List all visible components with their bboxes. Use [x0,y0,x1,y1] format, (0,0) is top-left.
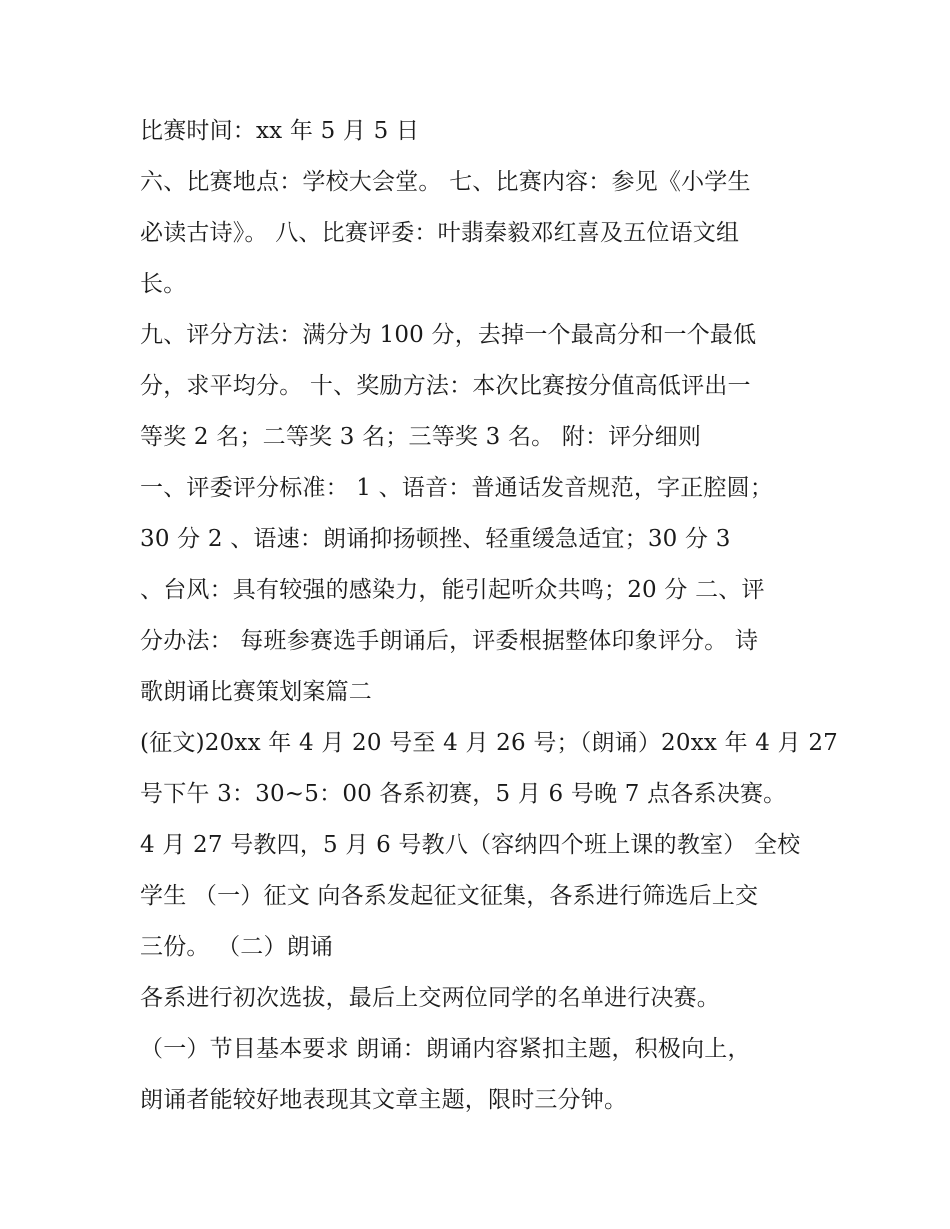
text-line: 三份。 （二）朗诵 [140,934,334,960]
text-line: (征文)20xx 年 4 月 20 号至 4 月 26 号；（朗诵）20xx 年 4 月 27 [140,730,839,756]
text-line: 等奖 2 名；二等奖 3 名；三等奖 3 名。 附：评分细则 [140,424,702,450]
text-line: 一、评委评分标准： 1 、语音：普通话发音规范，字正腔圆； [140,475,774,501]
text-line: 九、评分方法：满分为 100 分，去掉一个最高分和一个最低 [140,322,757,348]
document-body [140,106,839,1126]
text-line: 歌朗诵比赛策划案篇二 [140,679,372,705]
text-line: 分，求平均分。 十、奖励方法：本次比赛按分值高低评出一 [140,373,751,399]
text-line: 朗诵者能较好地表现其文章主题，限时三分钟。 [140,1087,628,1113]
text-line: 各系进行初次选拔，最后上交两位同学的名单进行决赛。 [140,985,720,1011]
text-line: 比赛时间：xx 年 5 月 5 日 [140,118,420,144]
text-line: 分办法： 每班参赛选手朗诵后，评委根据整体印象评分。 诗 [140,628,759,654]
text-line: 长。 [140,271,187,297]
text-line: 30 分 2 、语速：朗诵抑扬顿挫、轻重缓急适宜；30 分 3 [140,526,731,552]
text-line: 、台风：具有较强的感染力，能引起听众共鸣；20 分 二、评 [140,577,765,603]
text-line: 学生 （一）征文 向各系发起征文征集，各系进行筛选后上交 [140,883,759,909]
text-line: 必读古诗》。 八、比赛评委：叶翡秦毅邓红喜及五位语文组 [140,220,740,246]
text-line: 4 月 27 号教四，5 月 6 号教八（容纳四个班上课的教室） 全校 [140,832,801,858]
text-line: （一）节目基本要求 朗诵：朗诵内容紧扣主题，积极向上， [140,1036,751,1062]
text-line: 号下午 3：30~5：00 各系初赛，5 月 6 号晚 7 点各系决赛。 [140,781,787,807]
text-line: 六、比赛地点：学校大会堂。 七、比赛内容：参见《小学生 [140,169,751,195]
